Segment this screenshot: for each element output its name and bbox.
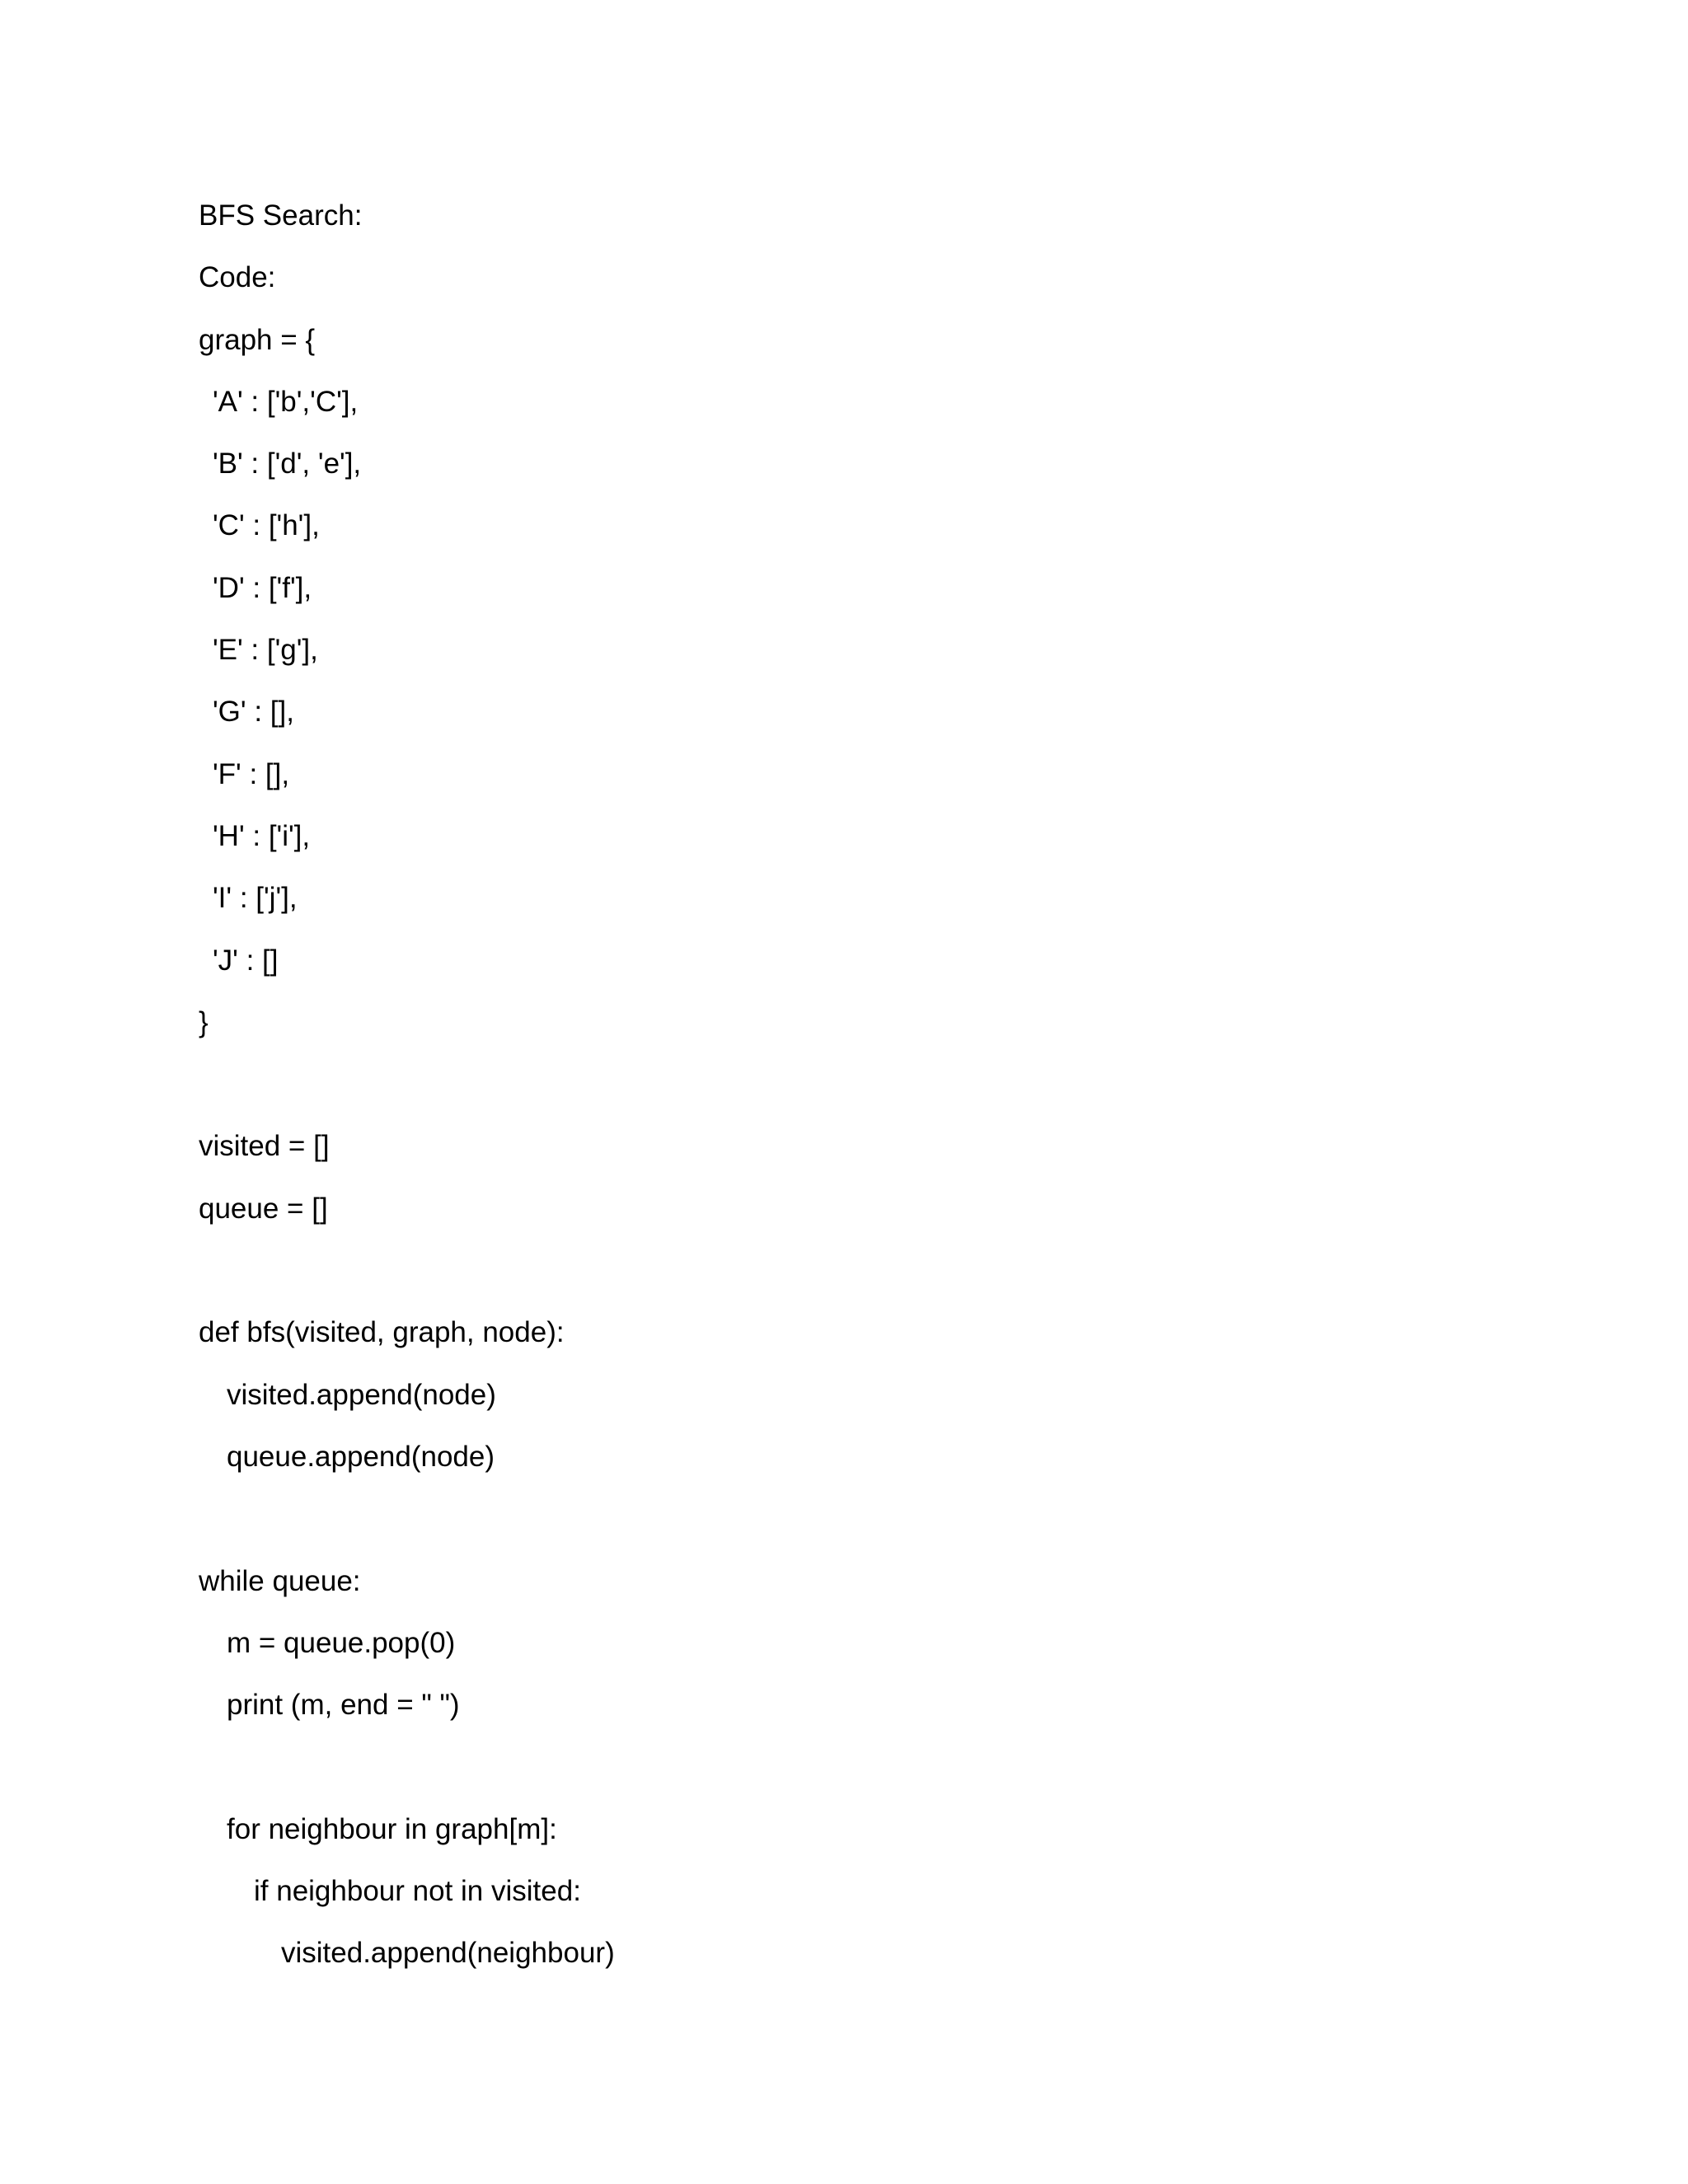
blank-line xyxy=(199,1065,1517,1127)
code-line-graph-c: 'C' : ['h'], xyxy=(213,509,320,542)
code-label: Code: xyxy=(199,261,276,294)
code-line-print: print (m, end = " ") xyxy=(227,1689,460,1722)
code-line-graph-close: } xyxy=(199,1005,209,1038)
code-line-graph-i: 'I' : ['j'], xyxy=(213,882,298,915)
code-line-visited-init: visited = [] xyxy=(199,1130,330,1163)
code-line-graph-a: 'A' : ['b','C'], xyxy=(213,385,359,418)
code-line-while-queue: while queue: xyxy=(199,1564,361,1597)
code-line-queue-init: queue = [] xyxy=(199,1192,328,1225)
code-line-graph-open: graph = { xyxy=(199,323,316,356)
code-line-def-bfs: def bfs(visited, graph, node): xyxy=(199,1316,565,1349)
code-line-graph-b: 'B' : ['d', 'e'], xyxy=(213,448,362,480)
code-line-graph-f: 'F' : [], xyxy=(213,757,290,790)
code-line-if-not-visited: if neighbour not in visited: xyxy=(254,1875,581,1908)
code-line-graph-j: 'J' : [] xyxy=(213,944,279,977)
code-line-visited-append-neighbour: visited.append(neighbour) xyxy=(281,1937,615,1970)
blank-line xyxy=(199,1747,1517,1809)
document-heading: BFS Search: xyxy=(199,199,363,232)
code-line-visited-append-node: visited.append(node) xyxy=(227,1378,496,1411)
code-line-graph-h: 'H' : ['i'], xyxy=(213,819,311,852)
code-line-graph-d: 'D' : ['f'], xyxy=(213,571,312,604)
code-line-pop: m = queue.pop(0) xyxy=(227,1626,456,1659)
code-line-graph-g: 'G' : [], xyxy=(213,696,294,729)
code-line-graph-e: 'E' : ['g'], xyxy=(213,634,318,667)
blank-line xyxy=(199,1499,1517,1561)
code-line-queue-append-node: queue.append(node) xyxy=(227,1440,495,1473)
code-line-for-neighbour: for neighbour in graph[m]: xyxy=(227,1812,557,1845)
document-body xyxy=(199,196,1517,1996)
blank-line xyxy=(199,1251,1517,1313)
